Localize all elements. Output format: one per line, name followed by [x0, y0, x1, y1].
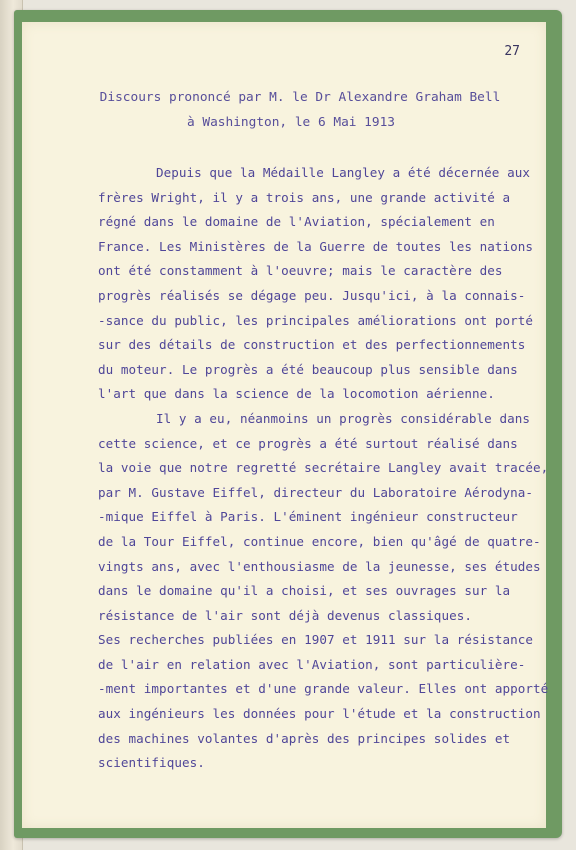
text-line: -mique Eiffel à Paris. L'éminent ingénieur constructeur [98, 509, 518, 525]
text-line: Ses recherches publiées en 1907 et 1911 sur la résistance [98, 632, 534, 648]
text-line: résistance de l'air sont déjà devenus classiques. [98, 607, 472, 623]
title-line-2: à Washington, le 6 Mai 1913 [186, 115, 396, 130]
document-page [22, 22, 549, 828]
text-line: -sance du public, les principales améliorations ont porté [98, 312, 534, 328]
text-line: frères Wright, il y a trois ans, une grande activité a [98, 189, 511, 205]
text-line: du moteur. Le progrès a été beaucoup plus sensible dans [98, 361, 518, 377]
text-line: -ment importantes et d'une grande valeur. Elles ont apporté [98, 681, 549, 697]
text-line: sur des détails de construction et des perfectionnements [98, 337, 526, 353]
text-line: dans le domaine qu'il a choisi, et ses ouvrages sur la [98, 583, 511, 599]
text-line: scientifiques. [98, 755, 205, 771]
title-line-1: Discours prononcé par M. le Dr Alexandre Graham Bell [99, 90, 501, 105]
text-line: de l'air en relation avec l'Aviation, sont particulière- [98, 656, 526, 672]
text-line: France. Les Ministères de la Guerre de toutes les nations [98, 238, 534, 254]
text-line: aux ingénieurs les données pour l'étude et la construction [98, 706, 541, 722]
text-line: Il y a eu, néanmoins un progrès considérable dans [156, 410, 530, 426]
page-number: 27 [504, 44, 520, 59]
text-line: des machines volantes d'après des principes solides et [98, 730, 511, 746]
text-line: régné dans le domaine de l'Aviation, spécialement en [98, 214, 495, 230]
body-text [98, 161, 549, 776]
text-line: la voie que notre regretté secrétaire Langley avait tracée, [98, 460, 549, 476]
text-line: cette science, et ce progrès a été surtout réalisé dans [98, 435, 518, 451]
text-line: Depuis que la Médaille Langley a été décernée aux [156, 165, 530, 180]
text-line: progrès réalisés se dégage peu. Jusqu'ici, à la connais- [98, 287, 526, 303]
text-line: l'art que dans la science de la locomotion aérienne. [98, 386, 495, 402]
text-line: vingts ans, avec l'enthousiasme de la jeunesse, ses études [98, 558, 541, 574]
text-line: ont été constamment à l'oeuvre; mais le caractère des [98, 263, 503, 279]
text-line: de la Tour Eiffel, continue encore, bien qu'âgé de quatre- [98, 533, 541, 549]
text-line: par M. Gustave Eiffel, directeur du Laboratoire Aérodyna- [98, 484, 534, 500]
